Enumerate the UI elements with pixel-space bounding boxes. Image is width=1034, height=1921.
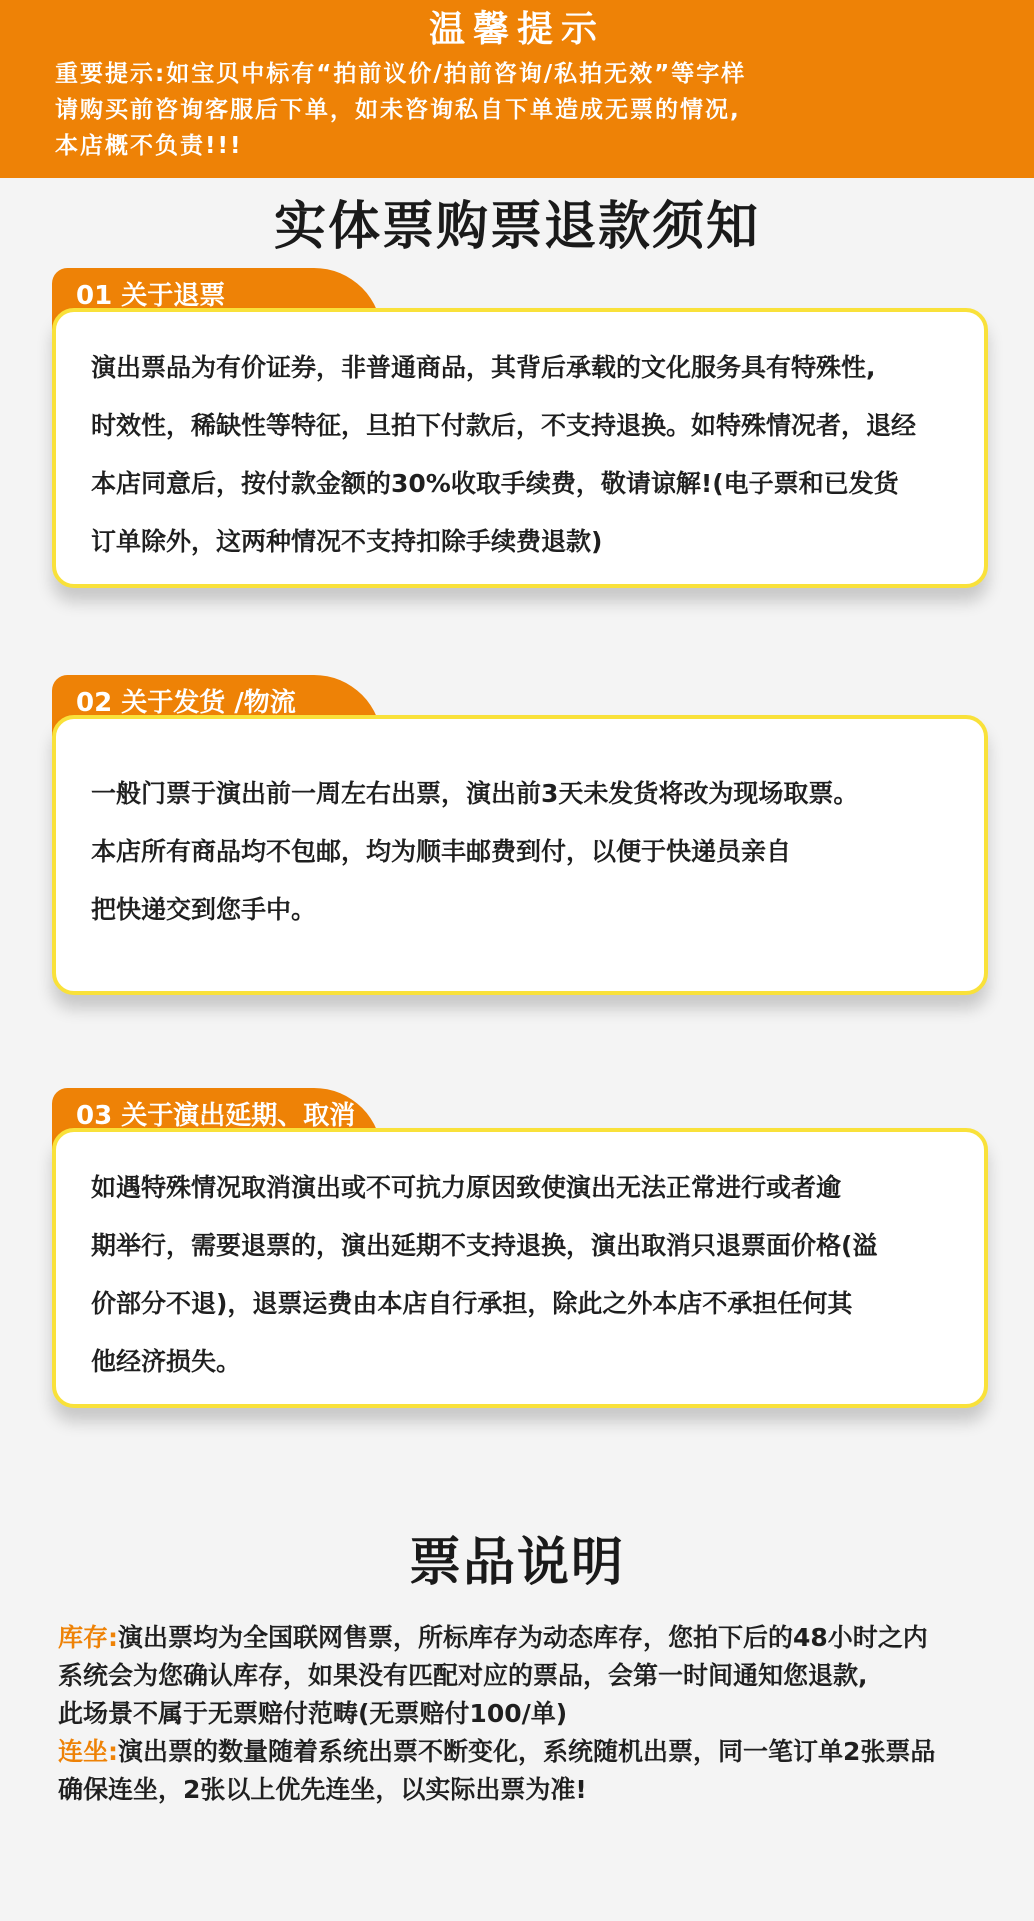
section-tab-label: 01 关于退票 [76, 281, 226, 311]
section-card [52, 715, 988, 995]
card-text-line: 把快递交到您手中。 [91, 895, 317, 924]
card-text-line: 一般门票于演出前一周左右出票，演出前3天未发货将改为现场取票。 [91, 779, 859, 808]
section-card [52, 1128, 988, 1408]
seat-text: 演出票的数量随着系统出票不断变化，系统随机出票，同一笔订单2张票品 [118, 1737, 936, 1766]
stock-line [58, 1620, 928, 1656]
card-text-line: 如遇特殊情况取消演出或不可抗力原因致使演出无法正常进行或者逾 [91, 1173, 842, 1202]
ticket-info-title: 票品说明 [408, 1533, 625, 1593]
stock-line: 此场景不属于无票赔付范畴(无票赔付100/单) [58, 1699, 568, 1728]
banner-line: 请购买前咨询客服后下单，如未咨询私自下单造成无票的情况, [55, 97, 741, 123]
banner-line: 本店概不负责!!! [55, 133, 243, 159]
card-text-line: 他经济损失。 [91, 1347, 242, 1376]
card-text-line: 本店所有商品均不包邮，均为顺丰邮费到付，以便于快递员亲自 [91, 837, 792, 866]
banner-title: 温馨提示 [428, 9, 605, 50]
seat-line [58, 1734, 935, 1770]
stock-line: 系统会为您确认库存，如果没有匹配对应的票品，会第一时间通知您退款, [58, 1661, 868, 1690]
card-text-line: 演出票品为有价证券，非普通商品，其背后承载的文化服务具有特殊性, [91, 353, 876, 382]
stock-text: 演出票均为全国联网售票，所标库存为动态库存，您拍下后的48小时之内 [118, 1623, 928, 1652]
card-text-line: 期举行，需要退票的，演出延期不支持退换，演出取消只退票面价格(溢 [91, 1231, 878, 1260]
card-text-line: 订单除外，这两种情况不支持扣除手续费退款) [91, 527, 603, 556]
card-text-line: 本店同意后，按付款金额的30%收取手续费，敬请谅解!(电子票和已发货 [91, 469, 899, 498]
section-tab-label: 03 关于演出延期、取消 [76, 1101, 356, 1131]
seat-line: 确保连坐，2张以上优先连坐，以实际出票为准! [58, 1775, 587, 1804]
section-tab-label: 02 关于发货 /物流 [76, 688, 296, 718]
card-text-line: 时效性，稀缺性等特征，旦拍下付款后，不支持退换。如特殊情况者，退经 [91, 411, 917, 440]
page-title: 实体票购票退款须知 [273, 197, 760, 257]
seat-label: 连坐: [58, 1737, 118, 1766]
card-text-line: 价部分不退)，退票运费由本店自行承担，除此之外本店不承担任何其 [91, 1289, 853, 1318]
banner-line: 重要提示:如宝贝中标有“拍前议价/拍前咨询/私拍无效”等字样 [55, 61, 747, 87]
warm-tip-banner [0, 0, 1034, 178]
stock-label: 库存: [58, 1623, 118, 1652]
section-card [52, 308, 988, 588]
